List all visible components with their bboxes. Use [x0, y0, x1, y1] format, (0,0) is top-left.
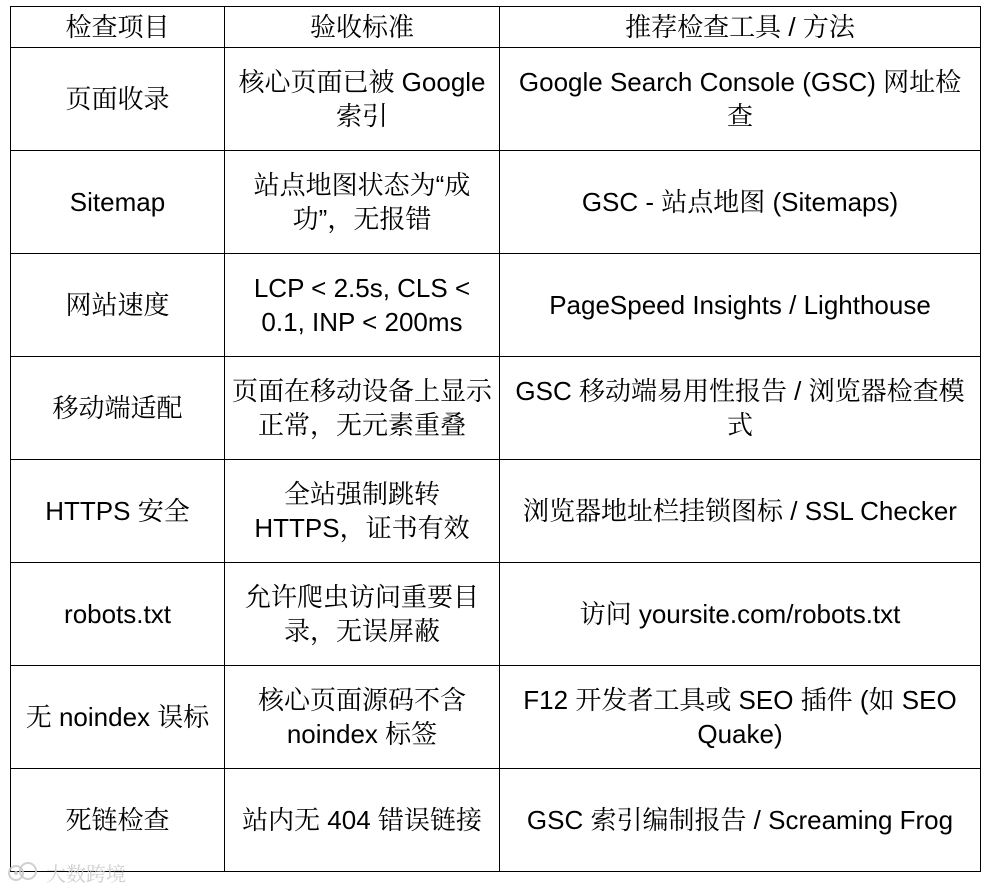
header-tool: 推荐检查工具 / 方法 — [500, 7, 981, 48]
header-item: 检查项目 — [11, 7, 225, 48]
table-header-row — [11, 7, 981, 48]
cell-tool: GSC 移动端易用性报告 / 浏览器检查模式 — [500, 357, 981, 460]
table-row — [11, 151, 981, 254]
cell-standard: 站点地图状态为“成功”，无报错 — [225, 151, 500, 254]
seo-checklist-table — [10, 6, 981, 872]
cell-standard: LCP < 2.5s, CLS < 0.1, INP < 200ms — [225, 254, 500, 357]
table-row — [11, 460, 981, 563]
cell-item: 无 noindex 误标 — [11, 666, 225, 769]
cell-item: robots.txt — [11, 563, 225, 666]
cell-standard: 页面在移动设备上显示正常，无元素重叠 — [225, 357, 500, 460]
cell-tool: 访问 yoursite.com/robots.txt — [500, 563, 981, 666]
table-row — [11, 254, 981, 357]
cell-standard: 核心页面已被 Google 索引 — [225, 48, 500, 151]
cell-tool: 浏览器地址栏挂锁图标 / SSL Checker — [500, 460, 981, 563]
table-row — [11, 563, 981, 666]
cell-standard: 核心页面源码不含 noindex 标签 — [225, 666, 500, 769]
cell-item: 移动端适配 — [11, 357, 225, 460]
cell-standard: 站内无 404 错误链接 — [225, 769, 500, 872]
cloud-logo-icon — [6, 862, 42, 882]
cell-item: Sitemap — [11, 151, 225, 254]
cell-standard: 全站强制跳转 HTTPS，证书有效 — [225, 460, 500, 563]
table-row — [11, 48, 981, 151]
watermark — [6, 858, 126, 886]
table-row — [11, 357, 981, 460]
header-standard: 验收标准 — [225, 7, 500, 48]
cell-standard: 允许爬虫访问重要目录，无误屏蔽 — [225, 563, 500, 666]
table-row — [11, 666, 981, 769]
cell-tool: F12 开发者工具或 SEO 插件 (如 SEO Quake) — [500, 666, 981, 769]
cell-tool: Google Search Console (GSC) 网址检查 — [500, 48, 981, 151]
cell-item: 死链检查 — [11, 769, 225, 872]
cell-tool: PageSpeed Insights / Lighthouse — [500, 254, 981, 357]
cell-item: HTTPS 安全 — [11, 460, 225, 563]
cell-item: 网站速度 — [11, 254, 225, 357]
table-row — [11, 769, 981, 872]
cell-tool: GSC - 站点地图 (Sitemaps) — [500, 151, 981, 254]
cell-item: 页面收录 — [11, 48, 225, 151]
watermark-text: 大数跨境 — [46, 863, 126, 886]
cell-tool: GSC 索引编制报告 / Screaming Frog — [500, 769, 981, 872]
